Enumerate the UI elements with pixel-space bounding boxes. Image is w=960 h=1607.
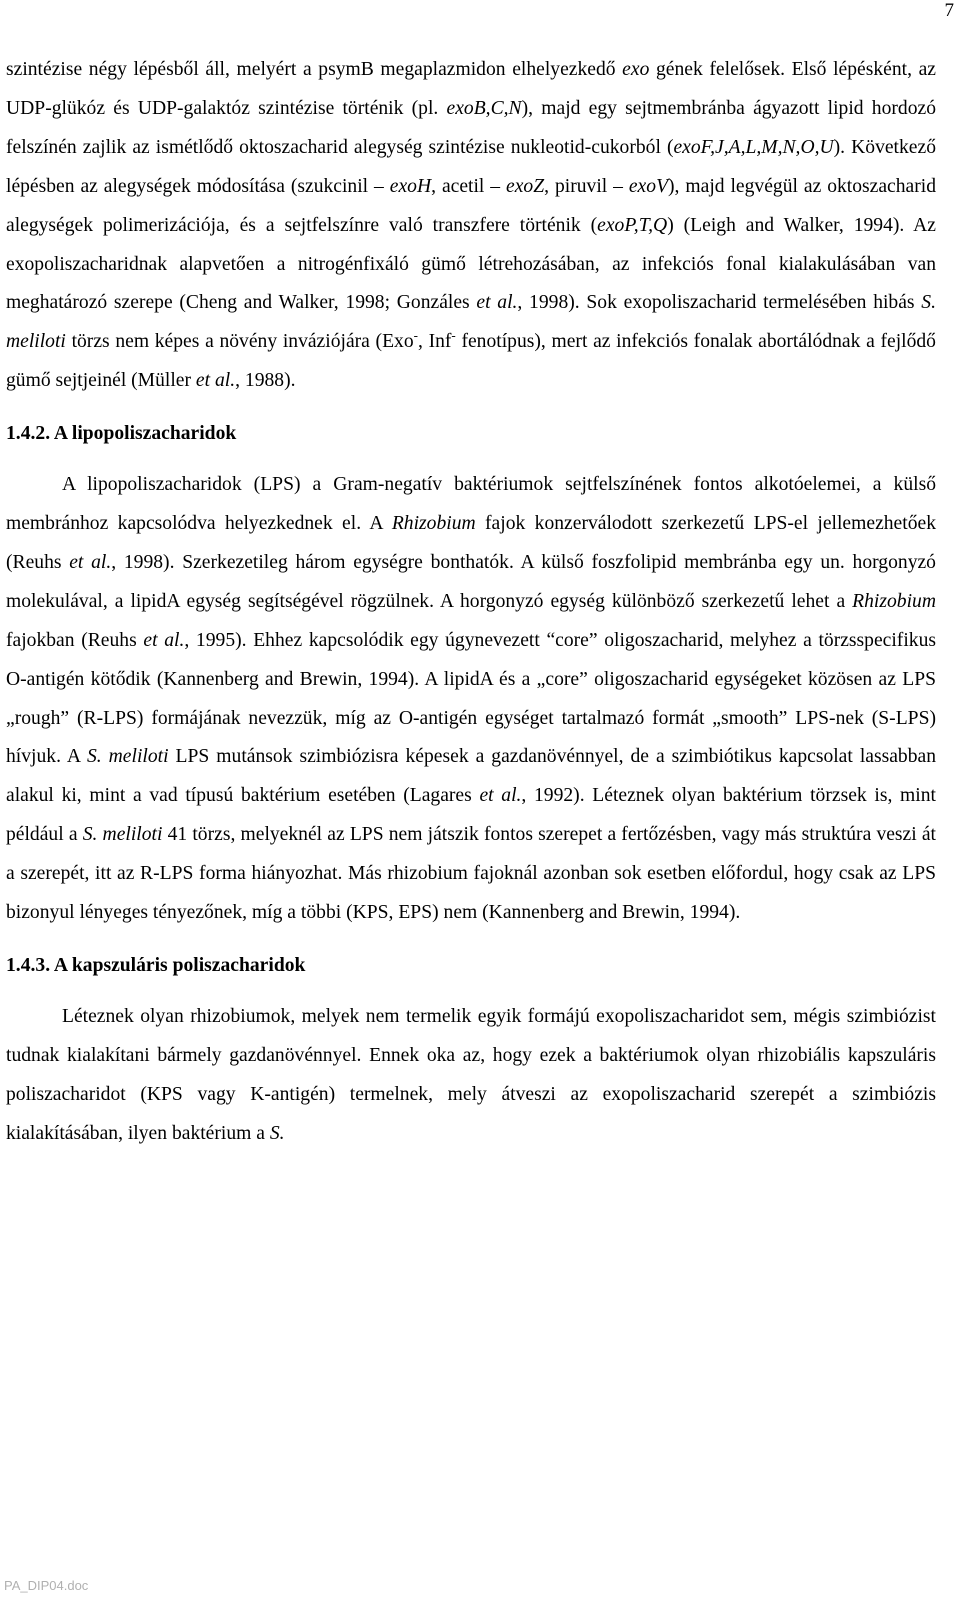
gene-name: B,C,N (473, 97, 522, 119)
text-run: , 1988). (235, 370, 296, 392)
italic-run: et al. (479, 785, 522, 807)
section-heading-lps: 1.4.2. A lipopoliszacharidok (6, 423, 237, 445)
italic-run: exo (446, 97, 474, 119)
text-run: Léteznek olyan rhizobiumok, melyek nem termelik egyik formájú exopoliszacharidot sem, mégis szimbiózist tudnak kialakítani bármely gazdanövénnyel. Ennek oka az, hogy ezek a baktériumok olyan rhizobiális kapszuláris poliszacharidot (KPS vagy K-antigén) termelnek, mely átveszi az exopoliszacharid szerepét a szimbiózis kialakításában, ilyen baktérium a (6, 1005, 936, 1144)
genus-name: Rhizobium (852, 590, 936, 612)
text-run: ), majd legvégül az oktoszacharid alegységek polimerizációja, és a sejtfelszínre való transzfere történik ( (6, 175, 937, 236)
document-body (6, 51, 936, 1153)
text-run: ) (Leigh and Walker, 1994). Az exopoliszacharidnak alapvetően a nitrogénfixáló gümő létrehozásában, az infekciós fonal kialakulásában van meghatározó szerepe (Cheng and Walker, 1998; Gonzáles (6, 214, 936, 314)
italic-run: et al. (195, 370, 236, 392)
genus-name: Rhizobium (391, 512, 476, 534)
footer-filename: PA_DIP04.doc (4, 1578, 89, 1593)
species-name: S. meliloti (82, 824, 163, 846)
gene-name: F,J,A,L,M,N,O,U (700, 136, 834, 158)
species-name: S. meliloti (86, 746, 169, 768)
text-run: A lipopoliszacharidok (LPS) a Gram-negatív baktériumok sejtfelszínének fontos alkotóelemei, a külső membránhoz kapcsolódva helyezkednek el. A (6, 474, 936, 534)
italic-run: exo (597, 214, 625, 236)
text-run: fajokban (Reuhs (6, 629, 144, 651)
text-run: , Inf (417, 331, 452, 353)
italic-run: exo (673, 136, 701, 158)
paragraph-kps (6, 998, 936, 1154)
text-run: fenotípus), mert az infekciós fonalak abortálódnak a fejlődő gümő sejtjeinél (Müller (6, 331, 936, 392)
superscript: - (451, 327, 456, 343)
section-heading-kps: 1.4.3. A kapszuláris poliszacharidok (6, 954, 306, 976)
text-run: , 1998). Szerkezetileg három egységre bonthatók. A külső foszfolipid membránba egy un. horgonyzó molekulával, a lipidA egység segítségével rögzülnek. A horgonyzó egység különböző szerkezetű lehet a (6, 551, 936, 612)
text-run: , 1992). Léteznek olyan baktérium törzsek is, mint például a (6, 785, 936, 846)
paragraph-lps (6, 466, 936, 933)
gene-name: V (656, 175, 669, 197)
text-run: , 1998). Sok exopoliszacharid termelésében hibás (517, 292, 922, 314)
text-run: fajok konzerválodott szerkezetű LPS-el jellemezhetőek (Reuhs (6, 512, 936, 573)
text-run: törzs nem képes a növény inváziójára (Exo (65, 331, 414, 353)
gene-name: Z (533, 175, 545, 197)
italic-run: et al. (69, 551, 112, 573)
italic-run: exo (389, 175, 417, 197)
text-run: gének felelősek. Első lépésként, az UDP-glükóz és UDP-galaktóz szintézise történik (pl. (6, 59, 936, 119)
species-name: S. (269, 1122, 285, 1144)
text-run: 41 törzs, melyeknél az LPS nem játszik fontos szerepet a fertőzésben, vagy más struktúra veszi át a szerepét, itt az R-LPS forma hiányozhat. Más rhizobium fajoknál azonban sok esetben előfordul, hogy csak az LPS bizonyul lényeges tényezőnek, míg a többi (KPS, EPS) nem (Kannenberg and Brewin, 1994). (6, 824, 936, 924)
superscript: - (413, 327, 418, 343)
paragraph-exo-synthesis (6, 51, 936, 401)
text-run: , 1995). Ehhez kapcsolódik egy úgynevezett “core” oligoszacharid, melyhez a törzsspecifikus O-antigén kötődik (Kannenberg and Brewin, 1994). A lipidA és a „core” oligoszacharid egységeket közösen az LPS „rough” (R-LPS) formájának nevezzük, míg az O-antigén egységet tartalmazó formát „smooth” LPS-nek (S-LPS) hívjuk. A (6, 629, 936, 768)
page-number: 7 (944, 0, 954, 21)
italic-run: et al. (143, 629, 185, 651)
italic-run: exo (506, 175, 534, 197)
italic-run: exo (628, 175, 657, 197)
text-run: , acetil – (431, 175, 507, 197)
text-run: ). Következő lépésben az alegységek módosítása (szukcinil – (6, 136, 936, 197)
text-run: LPS mutánsok szimbiózisra képesek a gazdanövénnyel, de a szimbiótikus kapcsolat lassabban alakul ki, mint a vad típusú baktérium esetében (Lagares (6, 746, 936, 807)
italic-run: et al. (476, 292, 518, 314)
italic-run: exo (622, 59, 650, 80)
text-run: ), majd egy sejtmembránba ágyazott lipid hordozó felszínén zajlik az ismétlődő oktoszacharid alegység szintézise nukleotid-cukorból ( (6, 97, 936, 158)
text-run: szintézise négy lépésből áll, melyért a psymB megaplazmidon elhelyezkedő (6, 59, 623, 80)
species-name: S. meliloti (6, 292, 936, 353)
text-run: , piruvil – (544, 175, 629, 197)
gene-name: P,T,Q (624, 214, 668, 236)
gene-name: H (416, 175, 432, 197)
